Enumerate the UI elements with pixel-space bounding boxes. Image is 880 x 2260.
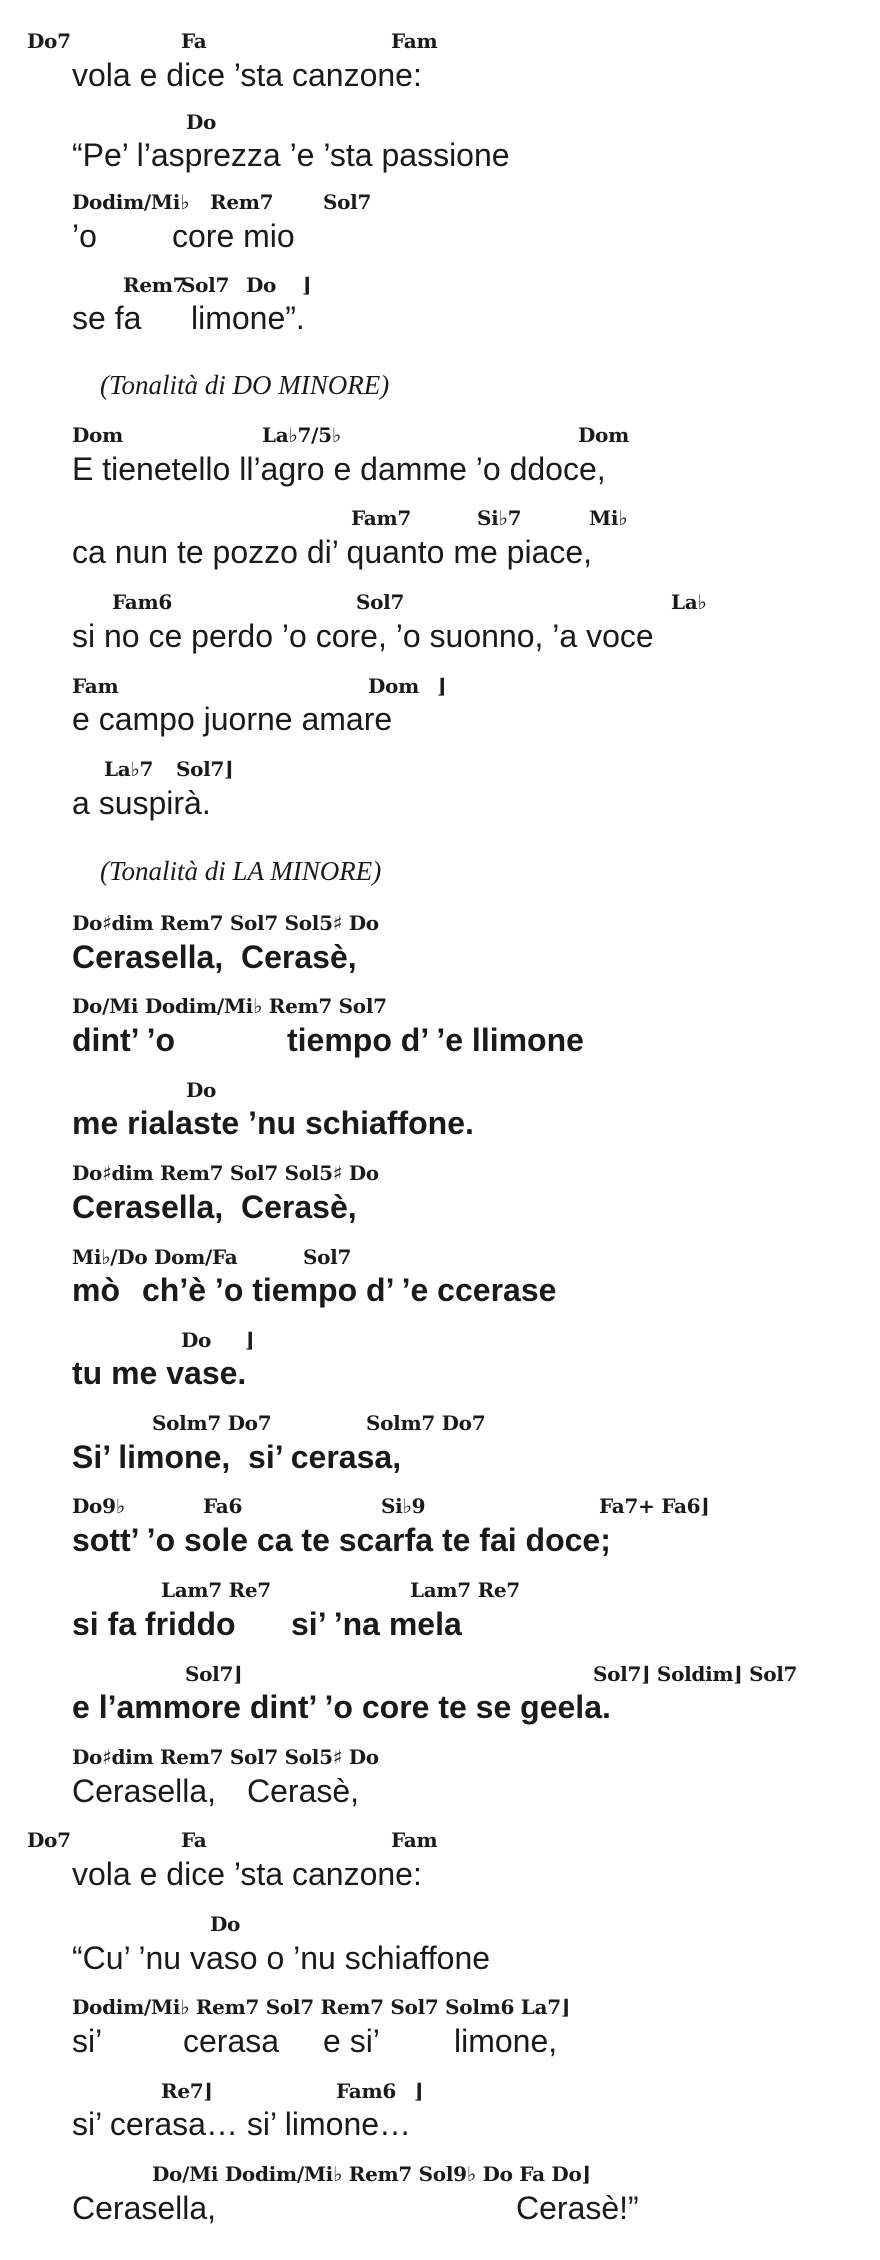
lyric-line: Cerasella, Cerasè, [72,1189,357,1225]
chord-bracket: ⌋ [414,2079,424,2103]
lyric-line: vola e dice ’sta canzone: [72,1856,422,1892]
lyric-line: me rialaste ’nu schiaffone. [72,1105,474,1141]
lyric-line: Cerasella, [72,2190,217,2226]
chord: Mi♭/Do Dom/Fa [72,1245,238,1269]
chord: Fa [181,1828,207,1852]
section-heading: (Tonalità di LA MINORE) [100,856,382,886]
chord: Sol7 [181,273,230,297]
chord: Solm7 Do7 [366,1411,486,1435]
chord: Sol7⌋ [176,757,234,781]
lyric-line: si’ ’na mela [291,1606,462,1642]
lyric-line: ch’è ’o tiempo d’ ’e ccerase [142,1272,557,1308]
chord: Do/Mi Dodim/Mi♭ Rem7 Sol9♭ Do Fa Do⌋ [152,2162,591,2186]
chord-bracket: ⌋ [302,273,312,297]
chord: Do7 [27,29,71,53]
lyric-line: core mio [172,218,295,254]
chord: Fam6 [112,590,172,614]
chord: Mi♭ [589,506,628,530]
chord: Lam7 Re7 [410,1578,520,1602]
lyric-line: ca nun te pozzo di’ quanto me piace, [72,534,593,570]
chord: Si♭7 [477,506,522,530]
chord: Do9♭ [72,1494,125,1518]
chord: Do [186,110,217,134]
chord: Fam [72,674,119,698]
lyric-line: cerasa [183,2023,280,2059]
chord: Dom [578,423,629,447]
chord-bracket: ⌋ [437,674,447,698]
section-heading: (Tonalità di DO MINORE) [100,370,390,400]
chord: Dom [368,674,419,698]
chord: Sol7 [323,190,372,214]
chord: Rem7 [123,273,187,297]
lyric-line: Cerasella, Cerasè, [72,939,357,975]
chord: Sol7⌋ Soldim⌋ Sol7 [593,1662,798,1686]
chord: Do [246,273,277,297]
lyric-line: Cerasella, [72,1773,217,1809]
chord: Dom [72,423,123,447]
chord: Do♯dim Rem7 Sol7 Sol5♯ Do [72,1745,379,1769]
chord: Do [186,1078,217,1102]
lyric-line: si no ce perdo ’o core, ’o suonno, ’a voce [72,618,654,654]
lyric-line: si’ cerasa… si’ limone… [72,2106,412,2142]
chord: Do7 [27,1828,71,1852]
lyric-line: dint’ ’o [72,1022,176,1058]
lyric-line: limone”. [191,300,305,336]
lyric-line: e si’ [323,2023,380,2059]
chord: La♭7/5♭ [262,423,341,447]
lyric-line: sott’ ’o sole ca te scarfa te fai doce; [72,1522,611,1558]
lyric-line: a suspirà. [72,785,211,821]
chord: Fam [391,29,438,53]
chord: Sol7 [356,590,405,614]
lyric-line: vola e dice ’sta canzone: [72,57,422,93]
lyric-line: tu me vase. [72,1355,247,1391]
lyric-line: se fa [72,300,142,336]
chord: Do/Mi Dodim/Mi♭ Rem7 Sol7 [72,994,387,1018]
lyric-line: ’o [72,218,97,254]
chord: Dodim/Mi♭ Rem7 Sol7 Rem7 Sol7 Solm6 La7⌋ [72,1995,570,2019]
chord-bracket: ⌋ [245,1328,255,1352]
lyric-line: “Pe’ l’asprezza ’e ’sta passione [72,137,510,173]
chord: Si♭9 [381,1494,426,1518]
lyric-line: Cerasè, [247,1773,360,1809]
chord: Fam7 [351,506,411,530]
lyric-line: limone, [454,2023,558,2059]
lyric-line: e l’ammore dint’ ’o core te se geela. [72,1689,611,1725]
chord: La♭ [671,590,707,614]
chord: La♭7 [104,757,154,781]
lyric-line: mò [72,1272,120,1308]
lyric-line: Si’ limone, si’ cerasa, [72,1439,402,1475]
chord: Sol7 [303,1245,352,1269]
chord: Fam [391,1828,438,1852]
chord: Re7⌋ [161,2079,213,2103]
lyric-line: si fa friddo [72,1606,236,1642]
chord: Lam7 Re7 [161,1578,271,1602]
chord: Fa [181,29,207,53]
chord: Dodim/Mi♭ [72,190,190,214]
chord: Do [210,1912,241,1936]
lyric-line: Cerasè!” [516,2190,639,2226]
chord: Do♯dim Rem7 Sol7 Sol5♯ Do [72,911,379,935]
lyric-line: E tienetello ll’agro e damme ’o ddoce, [72,451,606,487]
chord: Rem7 [210,190,274,214]
chord: Solm7 Do7 [152,1411,272,1435]
lyric-line: “Cu’ ’nu vaso o ’nu schiaffone [72,1940,491,1976]
lyric-line: si’ [72,2023,103,2059]
chord: Do♯dim Rem7 Sol7 Sol5♯ Do [72,1161,379,1185]
chord: Fam6 [336,2079,396,2103]
lyric-line: e campo juorne amare [72,701,393,737]
chord: Do [181,1328,212,1352]
lyric-line: tiempo d’ ’e llimone [287,1022,584,1058]
chord: Sol7⌋ [185,1662,243,1686]
chord: Fa7+ Fa6⌋ [599,1494,710,1518]
chord: Fa6 [203,1494,243,1518]
